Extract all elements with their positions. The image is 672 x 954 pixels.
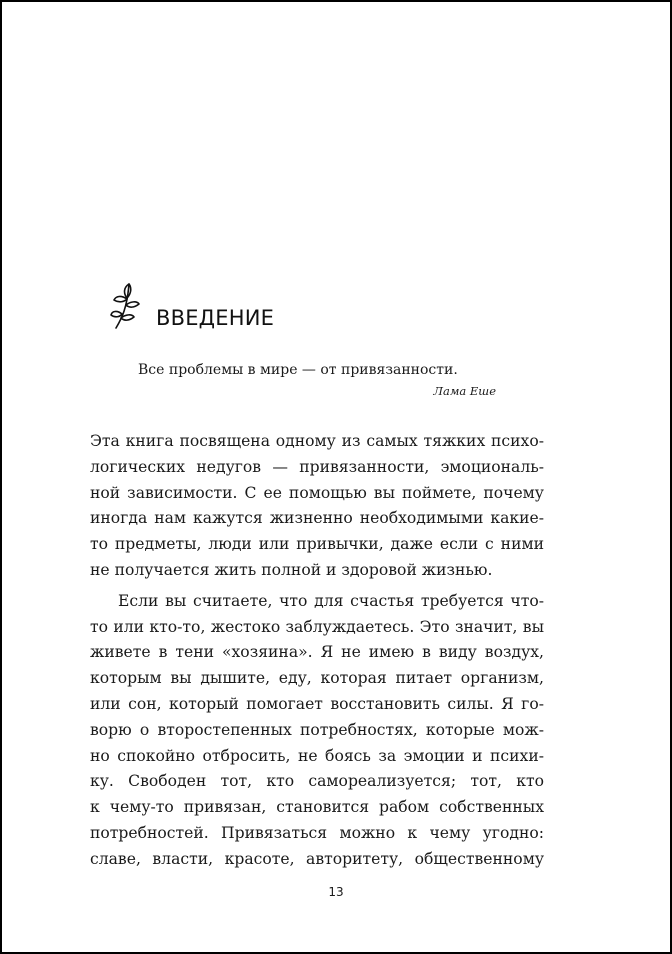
text-line: славе, власти, красоте, авторитету, общественному xyxy=(90,849,544,868)
text-line: которым вы дышите, еду, которая питает организм, xyxy=(90,669,544,688)
text-line: или сон, который помогает восстановить силы. Я го- xyxy=(90,694,544,713)
body-text xyxy=(90,429,544,873)
text-line: Эта книга посвящена одному из самых тяжких психо- xyxy=(90,432,544,450)
text-line: но спокойно отбросить, не боясь за эмоции и психи- xyxy=(90,746,544,765)
chapter-heading xyxy=(110,278,274,330)
page-number: 13 xyxy=(328,885,344,899)
chapter-title: ВВЕДЕНИЕ xyxy=(156,306,275,330)
text-line: то или кто-то, жестоко заблуждаетесь. Это значит, вы xyxy=(90,617,544,636)
text-line: то предметы, люди или привычки, даже если с ними xyxy=(90,535,544,554)
text-line: к чему-то привязан, становится рабом собственных xyxy=(90,798,544,817)
epigraph-author: Лама Еше xyxy=(433,384,496,398)
text-line: ку. Свободен тот, кто самореализуется; тот, кто xyxy=(90,772,544,791)
text-line: ной зависимости. С ее помощью вы поймете, почему xyxy=(90,483,544,502)
text-line: Если вы считаете, что для счастья требуется что- xyxy=(118,591,544,610)
leaf-sprig-icon xyxy=(110,278,148,330)
text-line: живете в тени «хозяина». Я не имею в виду воздух, xyxy=(90,643,544,662)
text-line: ворю о второстепенных потребностях, которые мож- xyxy=(90,720,544,739)
text-line: потребностей. Привязаться можно к чему угодно: xyxy=(90,823,544,842)
text-line: не получается жить полной и здоровой жизнью. xyxy=(90,560,493,579)
text-line: иногда нам кажутся жизненно необходимыми какие- xyxy=(90,509,544,528)
epigraph xyxy=(138,362,498,398)
epigraph-quote: Все проблемы в мире — от привязанности. xyxy=(138,362,458,378)
text-line: логических недугов — привязанности, эмоциональ- xyxy=(90,457,544,476)
